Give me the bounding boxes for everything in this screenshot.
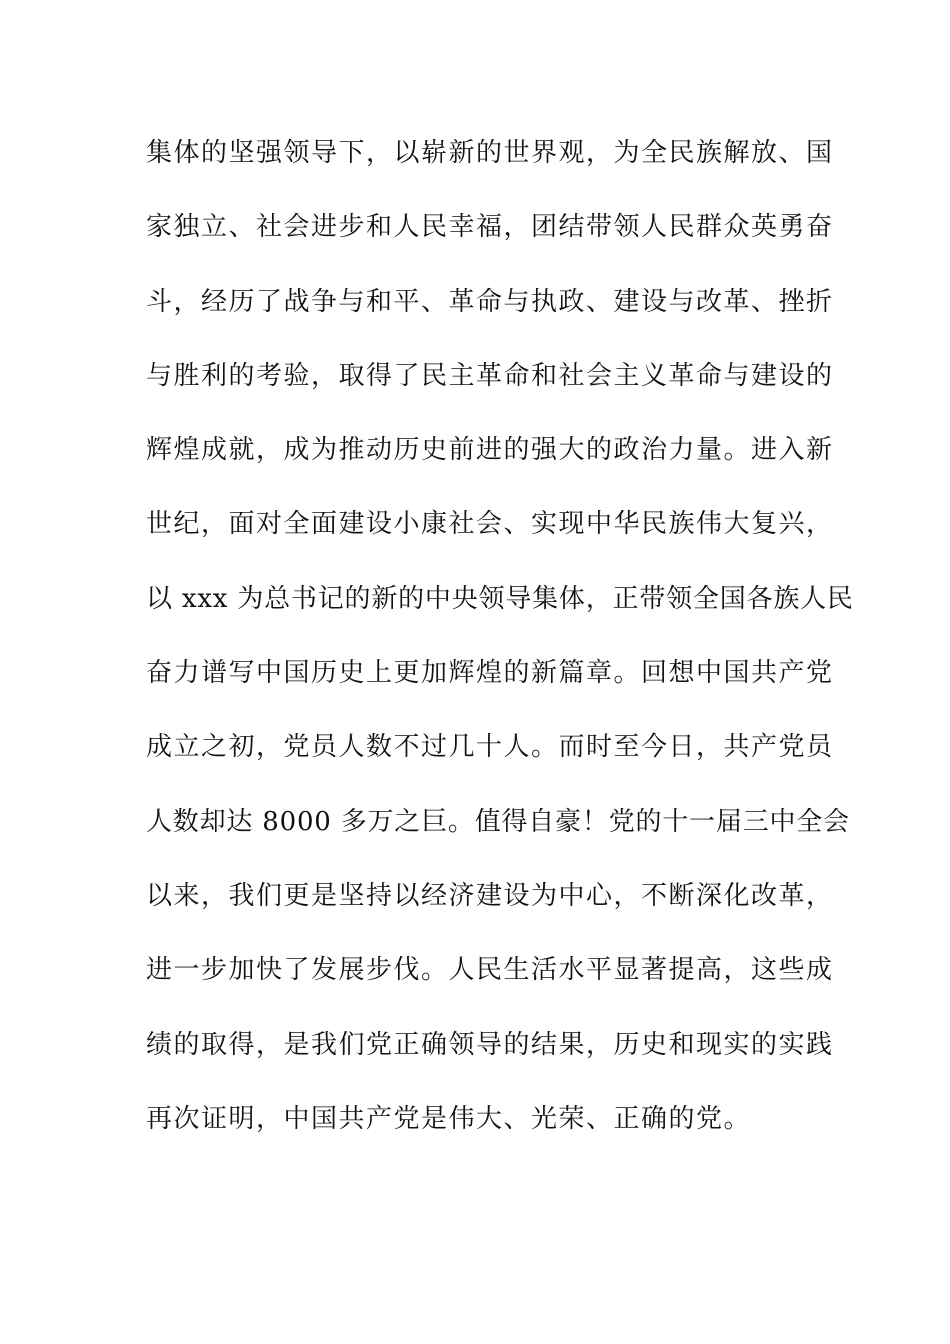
text-line: 集体的坚强领导下，以崭新的世界观，为全民族解放、国 [146, 138, 834, 168]
text-line: 世纪，面对全面建设小康社会、实现中华民族伟大复兴， [146, 509, 834, 540]
text-line: 与胜利的考验，取得了民主革命和社会主义革命与建设的 [146, 360, 834, 391]
text-line: 家独立、社会进步和人民幸福，团结带领人民群众英勇奋 [146, 212, 834, 243]
text-line: 人数却达 8000 多万之巨。值得自豪！党的十一届三中全会 [146, 806, 850, 837]
text-line: 成立之初，党员人数不过几十人。而时至今日，共产党员 [146, 732, 834, 763]
text-line: 奋力谱写中国历史上更加辉煌的新篇章。回想中国共产党 [146, 658, 834, 689]
text-line: 斗，经历了战争与和平、革命与执政、建设与改革、挫折 [146, 286, 834, 317]
text-line: 绩的取得，是我们党正确领导的结果，历史和现实的实践 [146, 1029, 834, 1060]
text-line: 以 xxx 为总书记的新的中央领导集体，正带领全国各族人民 [146, 583, 854, 614]
text-line: 辉煌成就，成为推动历史前进的强大的政治力量。进入新 [146, 435, 834, 466]
text-line: 再次证明，中国共产党是伟大、光荣、正确的党。 [146, 1103, 752, 1134]
text-line: 以来，我们更是坚持以经济建设为中心，不断深化改革， [146, 880, 834, 911]
text-line: 进一步加快了发展步伐。人民生活水平显著提高，这些成 [146, 955, 834, 986]
body-paragraph [146, 130, 854, 1170]
